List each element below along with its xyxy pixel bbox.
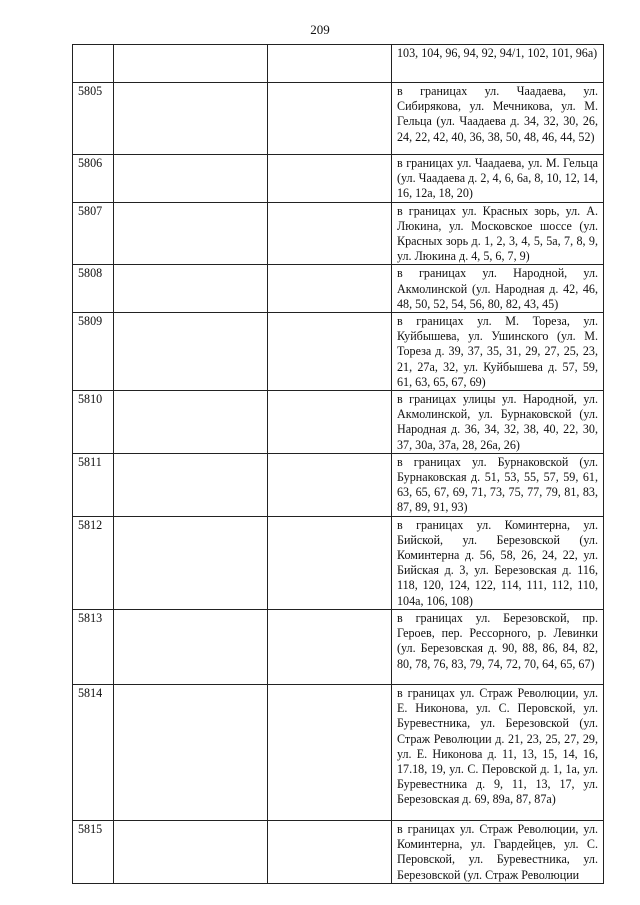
polling-districts-table	[72, 44, 604, 884]
district-number-cell: 5807	[73, 202, 114, 265]
district-number-cell: 5805	[73, 83, 114, 155]
district-number-cell: 5812	[73, 516, 114, 609]
district-boundaries-text: в границах улицы ул. Народной, ул. Акмолинской, ул. Бурнаковской (ул. Народная д. 36, 34, 32, 38, 40, 22, 30, 37, 30а, 37а, 28, 26а, 26)	[397, 392, 598, 452]
empty-cell	[268, 265, 392, 313]
district-boundaries-cell	[392, 453, 604, 516]
district-boundaries-cell	[392, 609, 604, 684]
district-number-cell: 5808	[73, 265, 114, 313]
district-number-cell: 5811	[73, 453, 114, 516]
empty-cell	[268, 453, 392, 516]
district-boundaries-cell	[392, 155, 604, 203]
district-boundaries-cell	[392, 516, 604, 609]
table-row	[73, 83, 604, 155]
table-row	[73, 609, 604, 684]
empty-cell	[268, 83, 392, 155]
district-boundaries-cell	[392, 265, 604, 313]
district-boundaries-text: в границах ул. Страж Революции, ул. Е. Никонова, ул. С. Перовской, ул. Буревестника, ул. Березовской (ул. Страж Революции д. 21, 23, 25, 27, 29, ул. Е. Никонова д. 11, 13, 15, 14, 16, 17.18, 19, ул. С. Перовской д. 1, 1а, ул. Буревестника д. 9, 11, 13, 17, ул. Березовская д. 69, 89а, 87, 87а)	[397, 685, 598, 807]
empty-cell	[268, 391, 392, 454]
table-row	[73, 516, 604, 609]
district-boundaries-cell	[392, 684, 604, 820]
empty-cell	[114, 265, 268, 313]
empty-cell	[114, 313, 268, 391]
table-row	[73, 313, 604, 391]
table-body	[73, 45, 604, 884]
empty-cell	[268, 820, 392, 883]
table-row	[73, 265, 604, 313]
district-number-cell: 5806	[73, 155, 114, 203]
district-boundaries-text: в границах ул. Народной, ул. Акмолинской (ул. Народная д. 42, 46, 48, 50, 52, 54, 56, 80, 82, 43, 45)	[397, 266, 598, 311]
district-boundaries-cell	[392, 820, 604, 883]
empty-cell	[268, 684, 392, 820]
table-row	[73, 453, 604, 516]
district-boundaries-text: в границах ул. Страж Революции, ул. Коминтерна, ул. Гвардейцев, ул. С. Перовской, ул. Буревестника, ул. Березовской (ул. Страж Революции	[397, 821, 598, 882]
empty-cell	[268, 202, 392, 265]
empty-cell	[114, 391, 268, 454]
empty-cell	[114, 516, 268, 609]
empty-cell	[268, 313, 392, 391]
district-boundaries-text: в границах ул. Березовской, пр. Героев, пер. Рессорного, р. Левинки (ул. Березовская д. 90, 88, 86, 84, 82, 80, 78, 76, 83, 79, 74, 72, 70, 64, 65, 67)	[397, 610, 598, 671]
table-row	[73, 45, 604, 83]
district-number-cell: 5809	[73, 313, 114, 391]
district-boundaries-text: в границах ул. М. Тореза, ул. Куйбышева, ул. Ушинского (ул. М. Тореза д. 39, 37, 35, 31, 29, 27, 25, 23, 21, 27а, 32, ул. Куйбышева д. 57, 59, 61, 63, 65, 67, 69)	[397, 314, 598, 389]
empty-cell	[114, 202, 268, 265]
district-number-cell: 5815	[73, 820, 114, 883]
district-boundaries-cell	[392, 391, 604, 454]
district-boundaries-text: в границах ул. Коминтерна, ул. Бийской, ул. Березовской (ул. Коминтерна д. 56, 58, 26, 24, 22, ул. Бийская д. 3, ул. Березовская д. 116, 118, 120, 124, 122, 114, 111, 112, 110, 104а, 106, 108)	[397, 517, 598, 608]
district-boundaries-text: в границах ул. Красных зорь, ул. А. Люкина, ул. Московское шоссе (ул. Красных зорь д. 1, 2, 3, 4, 5, 5а, 7, 8, 9, ул. Люкина д. 4, 5, 6, 7, 9)	[397, 203, 598, 264]
empty-cell	[114, 45, 268, 83]
district-number-cell: 5810	[73, 391, 114, 454]
district-boundaries-cell	[392, 45, 604, 83]
district-boundaries-text: в границах ул. Бурнаковской (ул. Бурнаковская д. 51, 53, 55, 57, 59, 61, 63, 65, 67, 69, 71, 73, 75, 77, 79, 81, 83, 87, 89, 91, 93)	[397, 454, 598, 515]
table-row	[73, 820, 604, 883]
empty-cell	[114, 609, 268, 684]
table-row	[73, 684, 604, 820]
district-boundaries-text: 103, 104, 96, 94, 92, 94/1, 102, 101, 96а)	[397, 46, 598, 60]
district-boundaries-text: в границах ул. Чаадаева, ул. Сибирякова, ул. Мечникова, ул. М. Гельца (ул. Чаадаева д. 34, 32, 30, 26, 24, 22, 42, 40, 36, 38, 50, 48, 46, 44, 52)	[397, 84, 598, 144]
empty-cell	[268, 516, 392, 609]
empty-cell	[114, 155, 268, 203]
empty-cell	[114, 820, 268, 883]
empty-cell	[268, 45, 392, 83]
district-boundaries-text: в границах ул. Чаадаева, ул. М. Гельца (ул. Чаадаева д. 2, 4, 6, 6а, 8, 10, 12, 14, 16, 12а, 18, 20)	[397, 156, 598, 201]
table-row	[73, 391, 604, 454]
empty-cell	[268, 609, 392, 684]
district-boundaries-cell	[392, 202, 604, 265]
district-number-cell: 5813	[73, 609, 114, 684]
empty-cell	[268, 155, 392, 203]
empty-cell	[114, 684, 268, 820]
empty-cell	[114, 83, 268, 155]
empty-cell	[114, 453, 268, 516]
page-number: 209	[310, 22, 330, 37]
table-row	[73, 202, 604, 265]
district-number-cell: 5814	[73, 684, 114, 820]
district-number-cell	[73, 45, 114, 83]
table-row	[73, 155, 604, 203]
district-boundaries-cell	[392, 83, 604, 155]
district-boundaries-cell	[392, 313, 604, 391]
